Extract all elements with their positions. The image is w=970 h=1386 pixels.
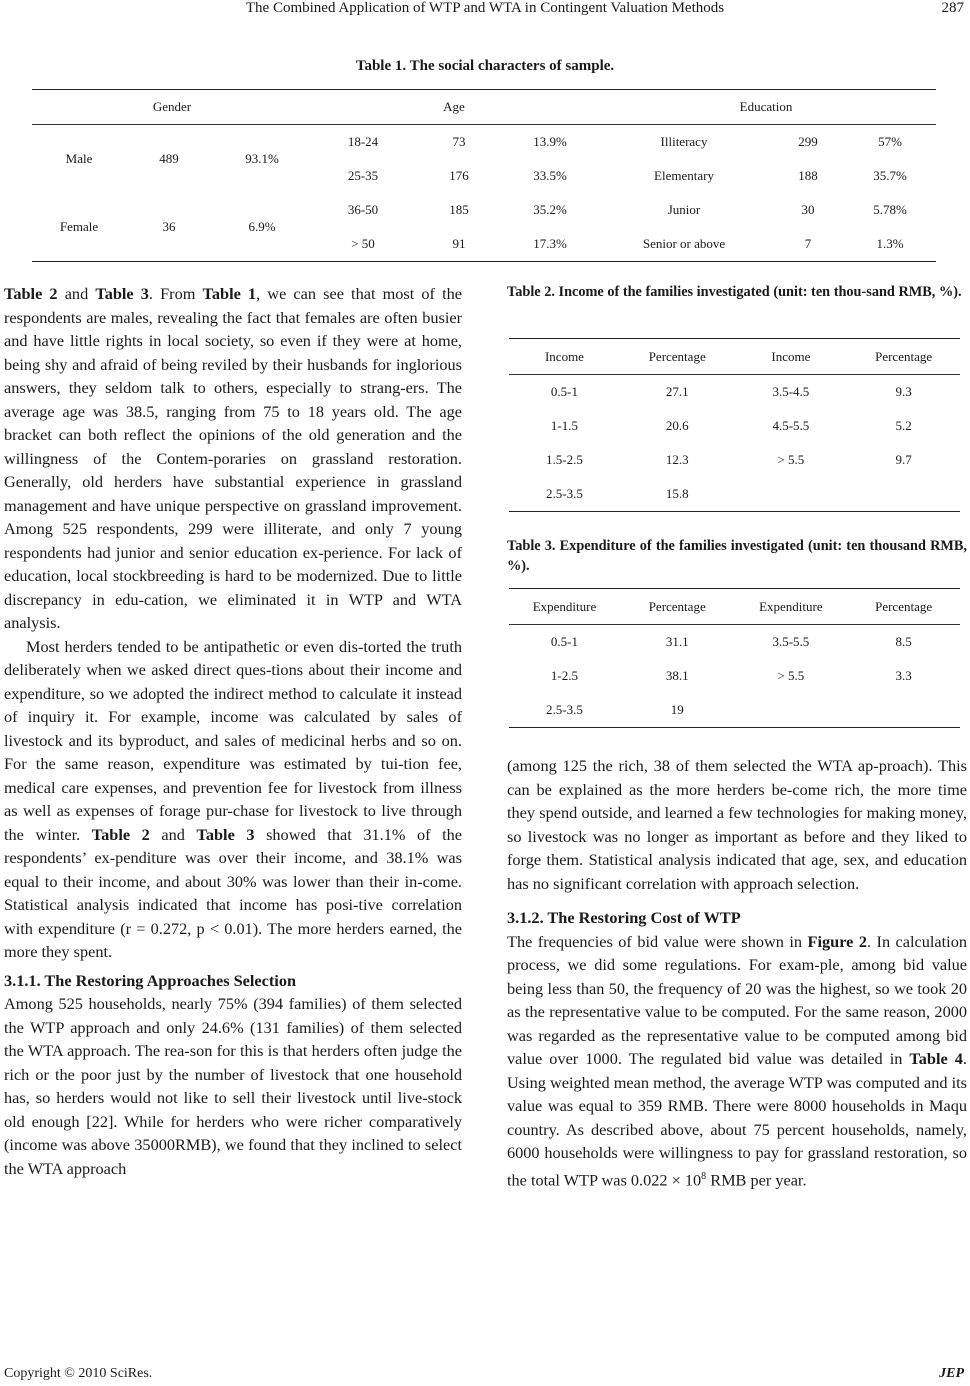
table-cell: Female [32,193,126,262]
table1-header-education: Education [596,90,936,125]
table-cell: 2.5-3.5 [509,693,620,728]
table-row [509,659,960,693]
table-ref: Table 4 [909,1049,963,1068]
table1-header-row [32,90,936,125]
table-cell: 3.5-5.5 [772,634,810,649]
table-cell: 38.1 [665,668,689,683]
paragraph [4,282,462,635]
table-cell: 5.78% [873,202,907,217]
running-header [0,0,970,24]
table1-header-gender: Gender [32,90,312,125]
table-cell: Senior or above [596,227,772,262]
text-run: . Using weighted mean method, the average WTP was computed and its value was equal to 359 RMB. There were 8000 households in Maqu country. As described above, about 75 percent households, namely, 6000 households were willingness to pay for grassland restoration, so the total WTP was 0.022 × 10 [507,1049,967,1189]
table-cell: 31.1 [665,634,689,649]
text-run: . From [148,284,203,303]
table-header-cell: Income [734,339,847,375]
paragraph [4,635,462,964]
figure-ref: Figure 2 [807,931,867,951]
table-cell: 73 [452,134,466,149]
table-row [509,477,960,512]
table-row [32,125,936,160]
table-cell: 299 [798,134,818,149]
table-cell: 1-2.5 [550,668,579,683]
text-run: . In calculation process, we did some regulations. For exam-ple, among bid value being less than 50, the frequency of 20 was the highest, so we took 20 as the representative value to be computed. For the same reason, 2000 was regarded as the representative value to be computed among bid value over 1000. The regulated bid value was detailed in [507,931,967,1068]
table-cell: 13.9% [533,134,567,149]
table-cell: 8.5 [895,634,912,649]
table-cell: 5.2 [895,418,912,433]
table-ref: Table 3 [196,824,255,844]
table-cell: 185 [449,202,469,217]
table-cell: > 5.5 [777,668,805,683]
table-cell: 91 [414,227,504,262]
text-run: and [57,284,96,303]
table-cell: 9.3 [895,384,912,399]
text-run: showed that 31.1% of the respondents’ ex-penditure was over their income, and 38.1% was equal to their income, and about 30% was lower than their in-come. Statistical analysis indicated that income has posi-tive correlation with expenditure (r = 0.272, p < 0.01). The more herders earned, the more they spent. [4,824,463,961]
table-cell: 20.6 [665,418,689,433]
text-run: The frequencies of bid value were shown in [507,931,808,951]
table-cell: 27.1 [665,384,689,399]
table-header-cell: Percentage [620,589,735,625]
table-cell: 6.9% [212,193,312,262]
table-header-cell: Expenditure [734,589,847,625]
table-header-cell: Expenditure [509,589,620,625]
table-ref: Table 3 [95,284,149,303]
table-row [509,625,960,660]
table-cell: Illiteracy [660,134,708,149]
table-row [509,443,960,477]
table-cell: 2.5-3.5 [509,477,620,512]
page-number: 287 [941,0,964,16]
table-header-cell: Percentage [620,339,735,375]
table-cell [847,477,960,512]
table-cell: 25-35 [347,168,379,183]
table-cell: 4.5-5.5 [772,418,810,433]
table-cell: 9.7 [895,452,912,467]
table-cell: 18-24 [347,134,379,149]
page-footer [0,1366,970,1386]
paragraph: (among 125 the rich, 38 of them selected the WTA ap-proach). This can be explained as the more herders be-come rich, the more time they spend outside, and learned a few technologies for making money, so livestock was no longer as important as before and they liked to forge them. Statistical analysis indicated that age, sex, and education has no significant correlation with approach selection. [507,756,967,893]
text-run: Most herders tended to be antipathetic or even dis-torted the truth deliberately when we asked direct ques-tions about their income and expenditure, so we adopted the indirect method to calculate it instead of inquiry it. For example, income was calculated by sales of livestock and its byproduct, and sales of medicinal herbs and so on. For the same reason, expenditure was estimated by tui-tion fee, medical care expenses, and prevention fee for livestock from illness as well as expenses of forage pur-chase for livestock to live through the winter. [4,636,462,844]
table-cell: 12.3 [665,452,689,467]
paragraph [507,930,967,1192]
table-cell: 30 [801,202,815,217]
table-row [509,375,960,410]
table-ref: Table 1 [202,284,257,303]
table2 [509,338,960,512]
table-cell: 19 [620,693,735,728]
table-cell: > 5.5 [777,452,805,467]
table-cell: 36-50 [347,202,379,217]
journal-abbrev: JEP [939,1366,964,1381]
table-ref: Table 2 [91,824,150,844]
table-ref: Table 2 [4,284,58,303]
table-header-cell: Percentage [847,589,960,625]
table3-header-row [509,589,960,625]
copyright-notice: Copyright © 2010 SciRes. [4,1366,153,1381]
table-cell: 0.5-1 [550,634,579,649]
table-cell: Male [65,151,93,166]
table1-header-age: Age [312,90,596,125]
table-cell: 3.3 [895,668,912,683]
table-cell: 489 [159,151,179,166]
right-column [507,754,967,1191]
table-cell: Junior [667,202,701,217]
table-row [509,693,960,728]
section-heading: 3.1.1. The Restoring Approaches Selection [4,970,297,990]
table-cell [847,693,960,728]
text-run: RMB per year. [706,1169,807,1189]
table-cell: 0.5-1 [550,384,579,399]
table1 [32,89,936,262]
table-cell: 36 [126,193,212,262]
table-cell: 176 [449,168,469,183]
table-header-cell: Income [509,339,620,375]
table2-header-row [509,339,960,375]
table2-caption: Table 2. Income of the families investigated (unit: ten thou-sand RMB, %). [507,284,962,300]
table-cell: 1-1.5 [550,418,579,433]
table-cell: > 50 [312,227,414,262]
running-title: The Combined Application of WTP and WTA in Contingent Valuation Methods [245,0,725,16]
table-cell: 57% [878,134,902,149]
table-cell: 1.3% [844,227,936,262]
table3 [509,588,960,728]
section-heading: 3.1.2. The Restoring Cost of WTP [507,908,741,927]
table-header-cell: Percentage [847,339,960,375]
text-run: and [149,824,197,844]
table-row [32,193,936,227]
table-row [509,409,960,443]
table-cell: 33.5% [533,168,567,183]
left-column [4,282,462,1180]
superscript: 8 [701,1170,707,1182]
table-cell: 3.5-4.5 [772,384,810,399]
table-cell: 35.2% [533,202,567,217]
table-cell: 93.1% [245,151,279,166]
paragraph: Among 525 households, nearly 75% (394 families) of them selected the WTP approach and only 24.6% (131 families) of them selected the WTA approach. The rea-son for this is that herders often judge the rich or the poor just by the number of livestock that one household has, so herders would not like to sell their livestock until live-stock old enough [22]. While for herders who were richer comparatively (income was above 35000RMB), we found that they inclined to select the WTA approach [4,994,462,1178]
table3-caption: Table 3. Expenditure of the families investigated (unit: ten thousand RMB, %). [507,538,967,574]
table-cell: 7 [772,227,844,262]
table-cell [734,693,847,728]
table-cell [734,477,847,512]
table1-caption: Table 1. The social characters of sample. [355,58,615,74]
table-cell: 35.7% [873,168,907,183]
table-cell: 15.8 [620,477,735,512]
text-run: , we can see that most of the respondents are males, revealing the fact that females are often busier and have little rights in local society, so even if they were at home, being shy and afraid of being reviled by their husbands for inglorious answers, they seldom talk to others, especially to strang-ers. The average age was 38.5, ranging from 75 to 18 years old. The age bracket can both reflect the opinions of the old generation and the willingness of the Contem-poraries on grassland restoration. Generally, old herders have substantial experience in grassland management and have unique perspective on grassland improvement. Among 525 respondents, 299 were illiterate, and only 7 young respondents had junior and senior education ex-perience. For lack of education, local stockbreeding is hard to be modernized. Due to little discrepancy in edu-cation, we eliminated it in WTP and WTA analysis. [4,284,462,632]
table-cell: Elementary [654,168,714,183]
table-cell: 1.5-2.5 [546,452,583,467]
table-cell: 17.3% [504,227,596,262]
table-cell: 188 [798,168,818,183]
